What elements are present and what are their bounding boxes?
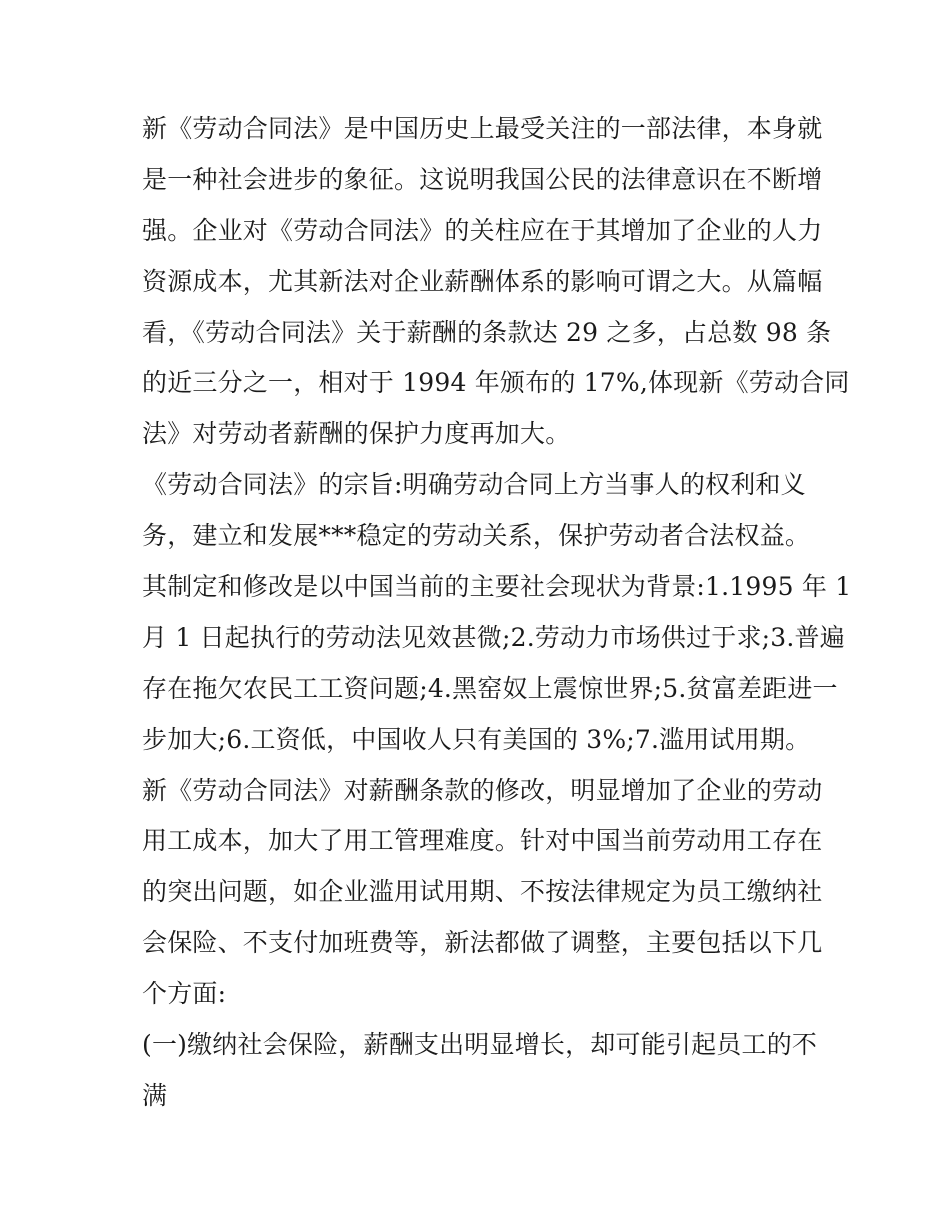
text-line: 强。企业对《劳动合同法》的关柱应在于其增加了企业的人力	[142, 215, 823, 245]
text-line: 个方面:	[142, 979, 227, 1009]
text-line: 资源成本，尤其新法对企业薪酬体系的影响可谓之大。从篇幅	[142, 266, 823, 296]
text-line: 的近三分之一，相对于 1994 年颁布的 17%,体现新《劳动合同	[142, 368, 850, 398]
text-line: 《劳动合同法》的宗旨:明确劳动合同上方当事人的权利和义	[142, 470, 806, 500]
text-line: (一)缴纳社会保险，薪酬支出明显增长，却可能引起员工的不	[142, 1030, 818, 1060]
text-line: 是一种社会进步的象征。这说明我国公民的法律意识在不断增	[142, 164, 823, 194]
text-line: 看，《劳动合同法》关于薪酬的条款达 29 之多，占总数 98 条	[142, 317, 832, 347]
text-line: 月 1 日起执行的劳动法见效甚微;2.劳动力市场供过于求;3.普遍	[142, 622, 845, 652]
text-line: 存在拖欠农民工工资问题;4.黑窑奴上震惊世界;5.贫富差距进一	[142, 673, 838, 703]
text-line: 新《劳动合同法》对薪酬条款的修改，明显增加了企业的劳动	[142, 775, 823, 805]
text-line: 新《劳动合同法》是中国历史上最受关注的一部法律，本身就	[142, 114, 823, 143]
text-line: 步加大;6.工资低，中国收人只有美国的 3%;7.滥用试用期。	[142, 724, 811, 754]
text-line: 会保险、不支付加班费等，新法都做了调整，主要包括以下几	[142, 928, 823, 958]
text-line: 其制定和修改是以中国当前的主要社会现状为背景:1.1995 年 1	[142, 572, 852, 602]
document-body	[142, 104, 852, 1122]
text-line: 的突出问题，如企业滥用试用期、不按法律规定为员工缴纳社	[142, 877, 823, 907]
text-line: 满	[142, 1080, 168, 1110]
text-line: 用工成本，加大了用工管理难度。针对中国当前劳动用工存在	[142, 826, 823, 856]
text-line: 法》对劳动者薪酬的保护力度再加大。	[142, 419, 571, 449]
text-line: 务，建立和发展***稳定的劳动关系，保护劳动者合法权益。	[142, 521, 811, 551]
